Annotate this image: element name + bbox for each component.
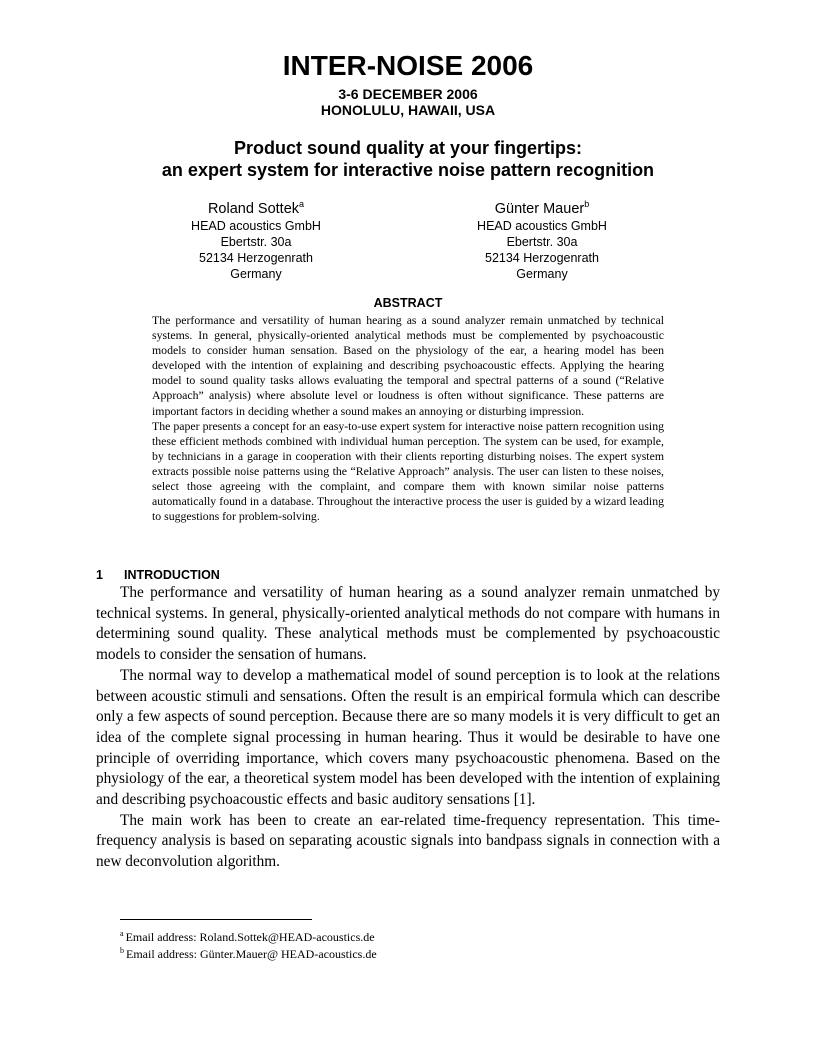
body-paragraph: The normal way to develop a mathematical model of sound perception is to look at the relations between acoustic stimuli and sensations. Often the result is an empirical formula which can describe only a few aspects of sound perception. Because there are so many models it is very difficult to get an idea of the complete signal processing in human hearing. Thus it would be desirable to have one principle of overriding importance, which covers many psychoacoustic phenomena. Based on the physiology of the ear, a theoretical system model has been developed with the intention of explaining and describing psychoacoustic effects and basic auditory sensations [1]. <box>96 666 720 809</box>
footnote-text: Email address: Roland.Sottek@HEAD-acoustics.de <box>125 930 375 944</box>
abstract-paragraph: The paper presents a concept for an easy-to-use expert system for interactive noise pattern recognition using these efficient methods combined with individual human perception. The system can be used, for example, by technicians in a garage in cooperation with their clients reporting disturbing noises. The expert system extracts possible noise patterns using the “Relative Approach” analysis. The user can listen to these noises, select those agreeing with the complaint, and compare them with known similar noise patterns automatically found in a database. Throughout the interactive process the user is guided by a wizard leading to suggestions for problem-solving. <box>152 418 664 524</box>
paper-title-line-2: an expert system for interactive noise pattern recognition <box>161 160 655 180</box>
footnote-divider <box>120 919 312 920</box>
author-block <box>126 201 386 282</box>
author-name <box>412 201 672 218</box>
author-mark: a <box>299 199 305 209</box>
author-country: Germany <box>516 267 568 281</box>
author-mark: b <box>584 199 590 209</box>
author-name-text: Günter Mauer <box>494 201 585 217</box>
author-block <box>412 201 672 282</box>
footnote-mark: a <box>120 929 124 938</box>
section-title: INTRODUCTION <box>124 568 220 582</box>
section-number: 1 <box>96 568 103 582</box>
abstract-paragraph: The performance and versatility of human hearing as a sound analyzer remain unmatched by technical systems. In general, physically-oriented analytical methods must be complemented by psychoacoustic models to consider human sensation. Based on the physiology of the ear, a hearing model has been developed with the intention of explaining and describing psychoacoustic effects. Applying the hearing model to sound quality tasks allows evaluating the temporal and spectral patterns of a sound (“Relative Approach” analysis) where absolute level or loudness is often without significance. These patterns are important factors in deciding whether a sound makes an annoying or disturbing impression. <box>152 313 664 418</box>
body-paragraph: The performance and versatility of human hearing as a sound analyzer remain unmatched by technical systems. In general, physically-oriented analytical methods do not compare with humans in determining sound quality. These analytical methods must be complemented by psychoacoustic models to consider the sensation of humans. <box>96 584 720 664</box>
conference-title: INTER-NOISE 2006 <box>282 50 534 81</box>
author-city: 52134 Herzogenrath <box>199 251 313 265</box>
author-street: Ebertstr. 30a <box>506 235 578 249</box>
paper-title-line-1: Product sound quality at your fingertips: <box>233 138 582 158</box>
footnote <box>120 946 720 963</box>
section-heading-introduction <box>96 568 220 583</box>
author-name <box>126 201 386 218</box>
author-name-text: Roland Sottek <box>207 201 300 217</box>
abstract-heading: ABSTRACT <box>373 296 443 310</box>
introduction-body <box>96 583 720 873</box>
abstract-body <box>152 313 664 524</box>
author-organization: HEAD acoustics GmbH <box>477 219 607 233</box>
footnote-text: Email address: Günter.Mauer@ HEAD-acoustics.de <box>126 947 377 961</box>
author-organization: HEAD acoustics GmbH <box>191 219 321 233</box>
author-country: Germany <box>230 267 282 281</box>
footnote-mark: b <box>120 946 124 955</box>
footnotes <box>120 929 720 963</box>
author-street: Ebertstr. 30a <box>220 235 292 249</box>
author-city: 52134 Herzogenrath <box>485 251 599 265</box>
footnote <box>120 929 720 946</box>
conference-dates: 3-6 DECEMBER 2006 <box>338 86 478 102</box>
conference-location: HONOLULU, HAWAII, USA <box>320 102 496 118</box>
body-paragraph: The main work has been to create an ear-related time-frequency representation. This time-frequency analysis is based on separating acoustic signals into bandpass signals in connection with a new deconvolution algorithm. <box>96 811 720 871</box>
